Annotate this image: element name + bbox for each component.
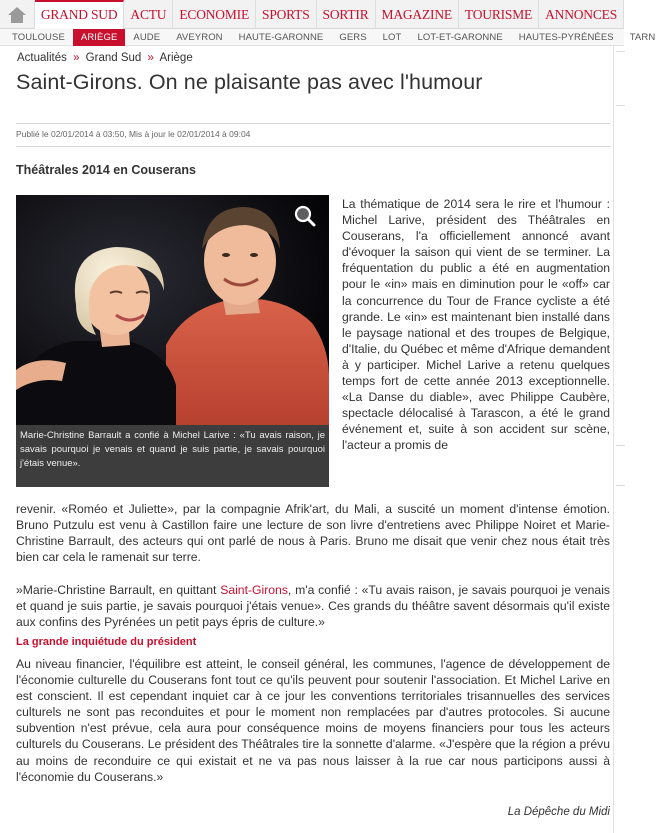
article-title: Saint-Girons. On ne plaisante pas avec l'humour <box>16 70 483 94</box>
nav-item-tourisme[interactable]: TOURISME <box>459 0 539 29</box>
article-photo[interactable] <box>16 195 329 425</box>
subnav-item-gers[interactable]: GERS <box>339 31 367 43</box>
nav-item-economie[interactable]: ECONOMIE <box>173 0 256 29</box>
subnav-item-tarn[interactable]: TARN <box>629 31 656 43</box>
sidebar-rule <box>616 445 625 446</box>
home-button[interactable] <box>0 0 35 29</box>
nav-item-sports[interactable]: SPORTS <box>256 0 317 29</box>
nav-item-magazine[interactable]: MAGAZINE <box>376 0 459 29</box>
magnifier-icon[interactable] <box>294 205 316 227</box>
photo-illustration <box>16 195 329 425</box>
article-paragraph-continued: revenir. «Roméo et Juliette», par la compagnie Afrik'art, du Mali, a suscité un moment d'intense émotion. Bruno Putzulu est venu à Castillon faire une lecture de son livre d'entretiens avec Philippe Noiret et Marie-Christine Barrault, des acteurs qui ont parlé de nous à Paris. Bruno me disait que venir chez nous était très bien car cela le ramenait sur terre. <box>16 502 610 565</box>
subnav-item-ariege[interactable]: ARIÈGE <box>73 29 126 46</box>
sidebar-rule <box>616 485 625 486</box>
subnav-item-aude[interactable]: AUDE <box>133 31 161 43</box>
breadcrumb <box>17 52 193 64</box>
subnav-item-toulouse[interactable]: TOULOUSE <box>12 31 65 43</box>
subnav-item-lot[interactable]: LOT <box>382 31 402 43</box>
breadcrumb-item-actualites[interactable]: Actualités <box>17 52 67 64</box>
article-subtitle: Théâtrales 2014 en Couserans <box>16 163 196 177</box>
article-paragraph-intro: La thématique de 2014 sera le rire et l'humour : Michel Larive, président des Théâtrales en Couserans, l'a officiellement annoncé avant d'évoquer la saison qui vient de se terminer. La fréquentation du public a été en augmentation pour le «in» mais en diminution pour le «off» car la concurrence du Tour de France cycliste a été grande. Le «in» est maintenant bien installé dans le paysage national et des troupes de Belgique, d'Italie, du Québec et même d'Afrique demandent à y participer. Michel Larive a retenu quelques temps fort de cette année 2013 exceptionnelle. «La Danse du diable», avec Philippe Caubère, spectacle délocalisé à Tarascon, a été le grand événement et, suite à son accident sur scène, l'acteur a promis de <box>342 197 610 453</box>
divider <box>16 146 610 147</box>
breadcrumb-separator: » <box>147 52 154 64</box>
quote-text-end: , m'a confié : «Tu avais raison, je savais pourquoi je venais et quand je suis partie, je savais pourquoi j'étais venue». Ces grands du théâtre savent désormais qu'il existe aux confins des Pyrénées un petit pays épris de culture.» <box>16 583 610 630</box>
publish-date: Publié le 02/01/2014 à 03:50, Mis à jour le 02/01/2014 à 09:04 <box>16 129 251 139</box>
article-paragraph-quote <box>16 582 610 630</box>
nav-item-sortir[interactable]: SORTIR <box>317 0 376 29</box>
sidebar-edge <box>613 45 624 833</box>
quote-text-start: »Marie-Christine Barrault, en quittant <box>16 583 221 597</box>
main-nav <box>0 0 624 29</box>
breadcrumb-separator: » <box>73 52 80 64</box>
subnav-item-hautes-pyrenees[interactable]: HAUTES-PYRÉNÉES <box>518 31 614 43</box>
section-heading: La grande inquiétude du président <box>16 636 197 648</box>
sidebar-rule <box>616 105 625 106</box>
saint-girons-link[interactable]: Saint-Girons <box>220 583 288 597</box>
subnav-item-aveyron[interactable]: AVEYRON <box>176 31 223 43</box>
article-source: La Dépêche du Midi <box>507 806 610 818</box>
home-icon <box>8 7 26 23</box>
breadcrumb-item-ariege[interactable]: Ariège <box>159 52 193 64</box>
nav-item-grand-sud[interactable]: GRAND SUD <box>35 0 125 29</box>
sidebar-rule <box>616 51 625 52</box>
nav-item-actu[interactable]: ACTU <box>124 0 173 29</box>
subnav-item-lot-et-garonne[interactable]: LOT-ET-GARONNE <box>417 31 503 43</box>
subnav-item-haute-garonne[interactable]: HAUTE-GARONNE <box>238 31 324 43</box>
article-paragraph-finance: Au niveau financier, l'équilibre est atteint, le conseil général, les communes, l'agence de développement de l'économie culturelle du Couserans font tout ce qu'ils peuvent pour soutenir l'association. Et Michel Larive en est conscient. Il est cependant inquiet car à ce jour les conventions territoriales trisannuelles des services culturels ne sont pas reconduites et pour le moment non remplacées par d'autres protocoles. Si aucune subvention n'est prévue, cela aura pour conséquence moins de moyens financiers pour tous les acteurs culturels du Couserans. Le président des Théâtrales tire la sonnette d'alarme. «J'espère que la région a prévu au moins de reconduire ce qui existait et ne va pas nous laisser à la rue car nous participons aussi à l'économie du Couserans.» <box>16 657 610 784</box>
nav-item-annonces[interactable]: ANNONCES <box>539 0 624 29</box>
breadcrumb-item-grand-sud[interactable]: Grand Sud <box>85 52 142 64</box>
divider <box>16 123 610 124</box>
sub-nav <box>0 29 656 46</box>
photo-caption: Marie-Christine Barrault a confié à Michel Larive : «Tu avais raison, je savais pourquoi je venais et quand je suis partie, je savais pourquoi j'étais venue». <box>16 425 329 487</box>
